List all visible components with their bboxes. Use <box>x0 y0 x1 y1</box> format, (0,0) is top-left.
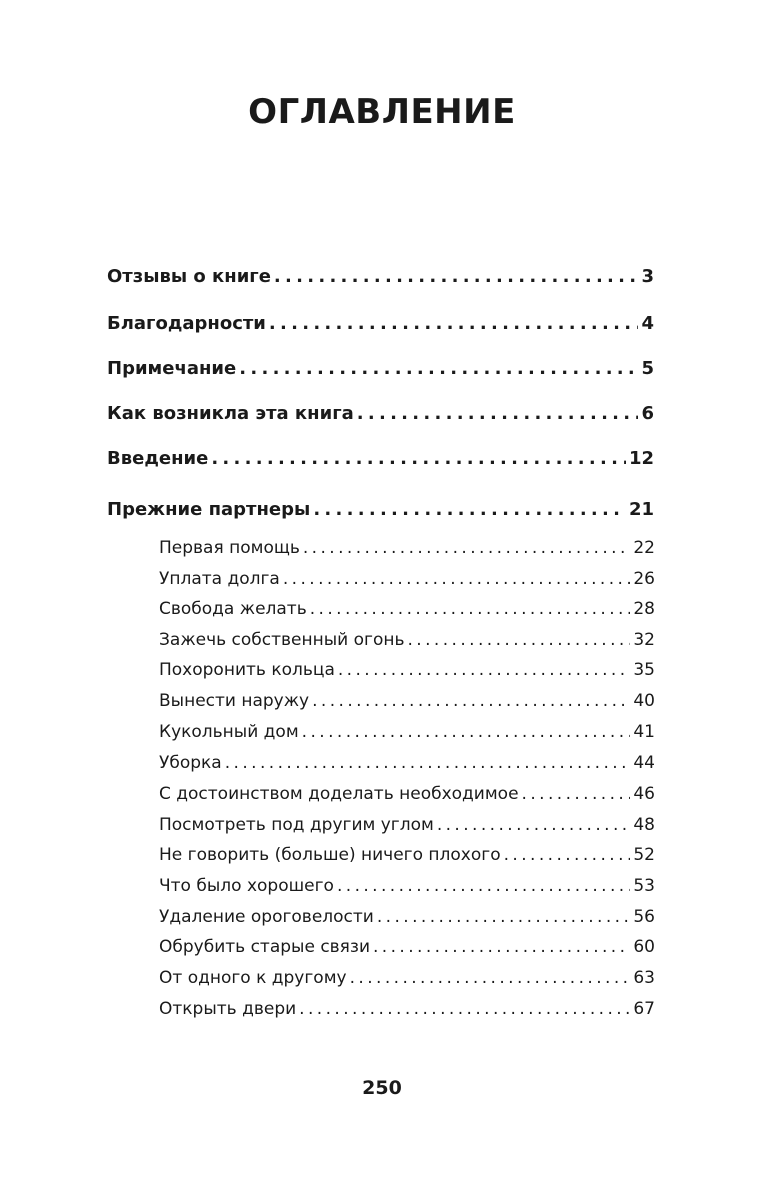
toc-subentry-page: 52 <box>633 845 655 865</box>
dot-leader <box>239 358 638 379</box>
toc-subentry-title: Не говорить (больше) ничего плохого <box>159 845 501 865</box>
toc-subentry <box>159 538 655 558</box>
toc-subentry-page: 28 <box>633 599 655 619</box>
toc-subentry-title: Вынести наружу <box>159 691 310 711</box>
toc-subentry <box>159 722 655 742</box>
toc-subentry-title: Зажечь собственный огонь <box>159 630 405 650</box>
dot-leader <box>274 266 639 287</box>
page-number: 250 <box>362 1077 402 1099</box>
toc-subentry <box>159 753 655 773</box>
toc-subentry-title: Обрубить старые связи <box>159 937 370 957</box>
toc-subentry-title: Открыть двери <box>159 999 297 1019</box>
dot-leader <box>408 630 631 650</box>
toc-subentry-page: 46 <box>633 784 655 804</box>
dot-leader <box>211 448 626 469</box>
toc-subentry <box>159 876 655 896</box>
toc-entry <box>107 313 654 334</box>
toc-subentry <box>159 569 655 589</box>
toc-subentry <box>159 907 655 927</box>
toc-subentry-page: 63 <box>633 968 655 988</box>
toc-entry <box>107 499 654 520</box>
toc-subentry <box>159 691 655 711</box>
toc-subentry-page: 53 <box>633 876 655 896</box>
toc-subentry-title: Посмотреть под другим углом <box>159 815 434 835</box>
toc-subentry <box>159 968 655 988</box>
toc-entry-page: 12 <box>628 448 654 469</box>
toc-subentry-page: 40 <box>633 691 655 711</box>
toc-subentry <box>159 815 655 835</box>
dot-leader <box>283 569 631 589</box>
toc-entry <box>107 403 654 424</box>
toc-entry-title: Благодарности <box>107 313 266 334</box>
toc-subentry <box>159 630 655 650</box>
toc-entry-title: Как возникла эта книга <box>107 403 354 424</box>
toc-entry-page: 4 <box>641 313 654 334</box>
dot-leader <box>310 599 631 619</box>
dot-leader <box>357 403 639 424</box>
toc-subentry-page: 32 <box>633 630 655 650</box>
toc-entry <box>107 448 654 469</box>
toc-subentry-title: Уплата долга <box>159 569 280 589</box>
page-title: ОГЛАВЛЕНИЕ <box>248 92 516 132</box>
toc-subentry-page: 56 <box>633 907 655 927</box>
toc-entry-title: Примечание <box>107 358 237 379</box>
toc-subentry-page: 22 <box>633 538 655 558</box>
dot-leader <box>373 937 630 957</box>
dot-leader <box>504 845 631 865</box>
dot-leader <box>338 660 630 680</box>
toc-subentry-page: 67 <box>633 999 655 1019</box>
toc-entry-title: Введение <box>107 448 209 469</box>
toc-entry-page: 3 <box>641 266 654 287</box>
toc-entry <box>107 358 654 379</box>
dot-leader <box>303 538 630 558</box>
toc-subentry <box>159 937 655 957</box>
toc-subentry-title: Удаление ороговелости <box>159 907 374 927</box>
toc-subentry <box>159 660 655 680</box>
toc-subentry-page: 60 <box>633 937 655 957</box>
toc-subentry-page: 35 <box>633 660 655 680</box>
toc-subentry-title: Первая помощь <box>159 538 300 558</box>
toc-subentry-title: Что было хорошего <box>159 876 334 896</box>
dot-leader <box>522 784 631 804</box>
toc-entry-title: Отзывы о книге <box>107 266 271 287</box>
dot-leader <box>312 691 630 711</box>
toc-subentry-title: От одного к другому <box>159 968 347 988</box>
dot-leader <box>225 753 631 773</box>
dot-leader <box>299 999 630 1019</box>
toc-subentry-title: Кукольный дом <box>159 722 299 742</box>
dot-leader <box>337 876 630 896</box>
toc-subentry-title: Уборка <box>159 753 222 773</box>
toc-subentry-page: 41 <box>633 722 655 742</box>
toc-subentry-title: С достоинством доделать необходимое <box>159 784 519 804</box>
toc-subentry-page: 44 <box>633 753 655 773</box>
toc-subentry-page: 26 <box>633 569 655 589</box>
dot-leader <box>313 499 626 520</box>
toc-entry-title: Прежние партнеры <box>107 499 311 520</box>
toc-entry-page: 21 <box>628 499 654 520</box>
toc-subentry <box>159 599 655 619</box>
dot-leader <box>377 907 631 927</box>
toc-subentry-title: Похоронить кольца <box>159 660 335 680</box>
dot-leader <box>350 968 631 988</box>
toc-entry-page: 5 <box>641 358 654 379</box>
dot-leader <box>437 815 631 835</box>
dot-leader <box>269 313 639 334</box>
toc-subentry-page: 48 <box>633 815 655 835</box>
toc-subentry <box>159 784 655 804</box>
dot-leader <box>302 722 631 742</box>
toc-subentry <box>159 999 655 1019</box>
toc-entry <box>107 266 654 287</box>
toc-subentry <box>159 845 655 865</box>
toc-entry-page: 6 <box>641 403 654 424</box>
toc-subentry-title: Свобода желать <box>159 599 307 619</box>
